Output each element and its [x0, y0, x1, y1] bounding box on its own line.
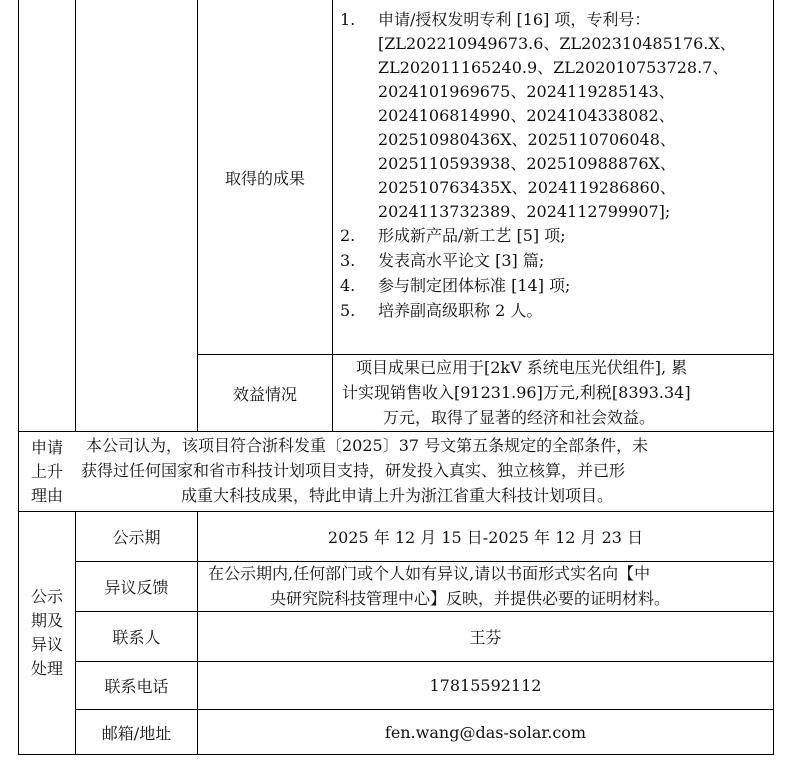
publicity-label-line: 异议 [30, 635, 63, 654]
grid-line [75, 0, 76, 432]
list-item-number: 3. [340, 251, 356, 270]
list-item-number: 5. [340, 301, 356, 320]
grid-line [332, 0, 333, 432]
list-item-text: 发表高水平论文 [3] 篇; [378, 251, 545, 270]
results-label: 取得的成果 [224, 168, 305, 188]
reason-text-line: 成重大科技成果，特此申请上升为浙江省重大科技计划项目。 [181, 486, 614, 505]
benefit-text-line: 项目成果已应用于[2kV 系统电压光伏组件], 累 [356, 358, 688, 377]
publicity-label-line: 期及 [30, 611, 63, 630]
contact-person-value: 王芬 [469, 628, 502, 647]
list-item: 2024113732389、2024112799907]; [378, 202, 671, 221]
list-item: ZL202011165240.9、ZL202010753728.7、 [378, 58, 729, 77]
list-item-number: 2. [340, 226, 356, 245]
contact-phone-value: 17815592112 [429, 676, 542, 695]
list-item: [ZL202210949673.6、ZL202310485176.X、 [378, 34, 736, 53]
list-item: 2024106814990、2024104338082、 [378, 106, 675, 125]
reason-text-line: 本公司认为，该项目符合浙科发重〔2025〕37 号文第五条规定的全部条件，未 [86, 436, 649, 455]
email-address-label: 邮箱/地址 [101, 723, 172, 743]
publicity-label-line: 处理 [30, 659, 63, 678]
publicity-label-line: 公示 [30, 587, 63, 606]
list-item-number: 4. [340, 276, 356, 295]
grid-line [773, 0, 774, 755]
benefit-text-line: 计实现销售收入[91231.96]万元,利税[8393.34] [342, 383, 691, 402]
list-item-number: 1. [340, 10, 356, 29]
list-item: 202510980436X、2025110706048、 [378, 130, 676, 149]
reason-label-line: 理由 [30, 485, 63, 505]
objection-text-line: 央研究院科技管理中心】反映，并提供必要的证明材料。 [270, 589, 671, 608]
objection-label: 异议反馈 [104, 578, 169, 597]
contact-person-label: 联系人 [112, 628, 161, 647]
list-item-text: 培养副高级职称 2 人。 [378, 301, 543, 320]
email-address-value: fen.wang@das-solar.com [384, 722, 587, 742]
list-item-text: 参与制定团体标准 [14] 项; [378, 276, 571, 295]
list-item: 202510763435X、2024119286860、 [378, 178, 676, 197]
publicity-label [19, 512, 75, 754]
grid-line [18, 431, 774, 432]
list-item: 2024101969675、2024119285143、 [378, 82, 675, 101]
reason-label [19, 432, 75, 511]
list-item-text: 形成新产品/新工艺 [5] 项; [378, 226, 566, 245]
objection-text-line: 在公示期内,任何部门或个人如有异议,请以书面形式实名向【中 [208, 564, 651, 583]
list-item: 2025110593938、202510988876X、 [378, 154, 676, 173]
reason-text-line: 获得过任何国家和省市科技计划项目支持，研发投入真实、独立核算，并已形 [81, 461, 626, 480]
publicity-period-value: 2025 年 12 月 15 日-2025 年 12 月 23 日 [327, 528, 644, 547]
grid-line [18, 754, 774, 755]
reason-label-line: 上升 [30, 461, 63, 481]
list-item-text: 申请/授权发明专利 [16] 项，专利号： [378, 10, 651, 29]
benefit-label: 效益情况 [232, 384, 297, 404]
benefit-text-line: 万元，取得了显著的经济和社会效益。 [383, 408, 656, 427]
contact-phone-label: 联系电话 [104, 677, 169, 696]
publicity-period-label: 公示期 [112, 528, 161, 547]
reason-label-line: 申请 [30, 437, 63, 457]
